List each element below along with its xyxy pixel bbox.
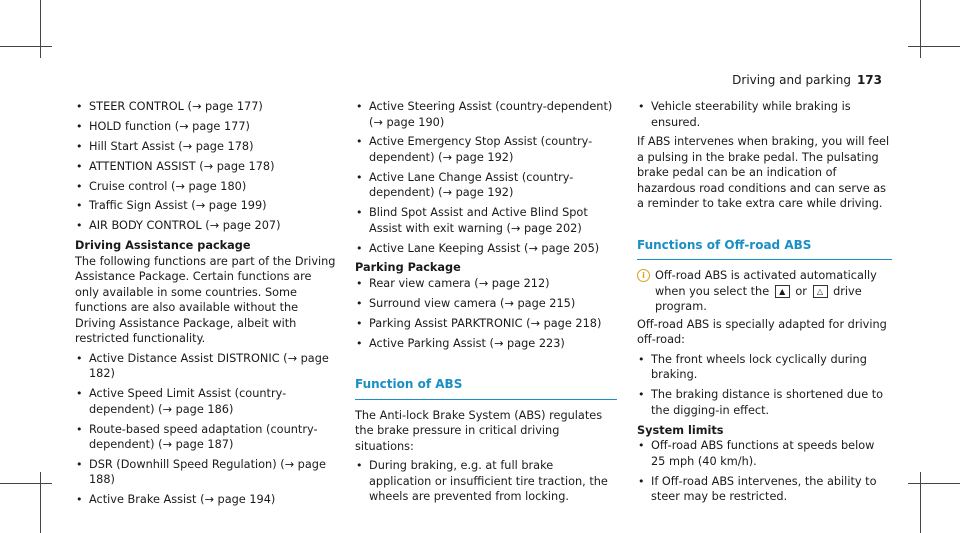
- list-item: • Vehicle steerability while braking is ensured.: [637, 99, 892, 130]
- feature-list: [75, 99, 337, 234]
- feature-list: [637, 352, 892, 418]
- crop-mark: [920, 0, 921, 58]
- list-item: • STEER CONTROL (→ page 177): [75, 99, 337, 115]
- list-item: • Route-based speed adaptation (country-dependent) (→ page 187): [75, 422, 337, 453]
- list-item: • Blind Spot Assist and Active Blind Spot Assist with exit warning (→ page 202): [355, 205, 617, 236]
- list-item: • Active Lane Change Assist (country-dependent) (→ page 192): [355, 170, 617, 201]
- list-item: • Traffic Sign Assist (→ page 199): [75, 198, 337, 214]
- crop-mark: [40, 472, 41, 533]
- list-item: • Cruise control (→ page 180): [75, 179, 337, 195]
- heading-system-limits: System limits: [637, 423, 724, 437]
- feature-list: [637, 99, 892, 130]
- list-item: • If Off-road ABS intervenes, the ability to steer may be restricted.: [637, 474, 892, 505]
- running-header: [732, 73, 882, 87]
- list-item: • Off-road ABS functions at speeds below 25 mph (40 km/h).: [637, 438, 892, 469]
- page-number: 173: [856, 73, 882, 87]
- column-2: [355, 99, 617, 509]
- feature-list: [355, 458, 617, 505]
- list-item: • Active Distance Assist DISTRONIC (→ page 182): [75, 351, 337, 382]
- list-item: • Hill Start Assist (→ page 178): [75, 139, 337, 155]
- rock-drive-program-icon: △: [813, 285, 828, 298]
- paragraph: The following functions are part of the Driving Assistance Package. Certain functions are only available in some countries. Some functions are also available without the Driving Assistance Package, albeit with restricted functionality.: [75, 254, 336, 346]
- list-item: • DSR (Downhill Speed Regulation) (→ page 188): [75, 457, 337, 488]
- list-item: • HOLD function (→ page 177): [75, 119, 337, 135]
- feature-list: [355, 276, 617, 351]
- note: [637, 268, 892, 315]
- note-text: drive program.: [655, 284, 862, 314]
- heading-parking-package: Parking Package: [355, 261, 461, 275]
- list-item: • Active Speed Limit Assist (country-dependent) (→ page 186): [75, 386, 337, 417]
- column-1: [75, 99, 337, 512]
- list-item: • Active Brake Assist (→ page 194): [75, 492, 337, 508]
- crop-mark: [908, 46, 960, 47]
- crop-mark: [0, 46, 52, 47]
- paragraph: Off-road ABS is specially adapted for driving off-road:: [637, 317, 887, 347]
- feature-list: [75, 351, 337, 508]
- paragraph: If ABS intervenes when braking, you will feel a pulsing in the brake pedal. The pulsating brake pedal can be an indication of hazardous road conditions and can serve as a reminder to take extra care while driving.: [637, 135, 890, 211]
- list-item: • During braking, e.g. at full brake application or insufficient tire traction, the wheels are prevented from locking.: [355, 458, 617, 505]
- list-item: • AIR BODY CONTROL (→ page 207): [75, 218, 337, 234]
- list-item: • Active Steering Assist (country-dependent) (→ page 190): [355, 99, 617, 130]
- heading-driving-assistance: Driving Assistance package: [75, 239, 251, 253]
- list-item: • Active Lane Keeping Assist (→ page 205): [355, 241, 617, 257]
- crop-mark: [920, 472, 921, 533]
- crop-mark: [0, 483, 52, 484]
- list-item: • The braking distance is shortened due to the digging-in effect.: [637, 387, 892, 418]
- section-heading-abs: Function of ABS: [355, 377, 617, 400]
- column-3: [637, 99, 892, 509]
- list-item: • Parking Assist PARKTRONIC (→ page 218): [355, 316, 617, 332]
- section-title: Driving and parking: [732, 73, 851, 87]
- list-item: • Active Emergency Stop Assist (country-dependent) (→ page 192): [355, 134, 617, 165]
- offroad-drive-program-icon: ▲: [775, 285, 790, 298]
- crop-mark: [40, 0, 41, 58]
- info-icon: i: [637, 269, 650, 282]
- feature-list: [637, 438, 892, 504]
- note-text: Off-road ABS is activated automatically when you select the: [655, 269, 877, 298]
- section-heading-offroad-abs: Functions of Off-road ABS: [637, 238, 892, 261]
- feature-list: [355, 99, 617, 256]
- list-item: • ATTENTION ASSIST (→ page 178): [75, 159, 337, 175]
- list-item: • Surround view camera (→ page 215): [355, 296, 617, 312]
- list-item: • Active Parking Assist (→ page 223): [355, 336, 617, 352]
- crop-mark: [908, 483, 960, 484]
- paragraph: The Anti-lock Brake System (ABS) regulates the brake pressure in critical driving situations:: [355, 408, 603, 453]
- list-item: • The front wheels lock cyclically during braking.: [637, 352, 892, 383]
- note-text: or: [795, 284, 807, 298]
- list-item: • Rear view camera (→ page 212): [355, 276, 617, 292]
